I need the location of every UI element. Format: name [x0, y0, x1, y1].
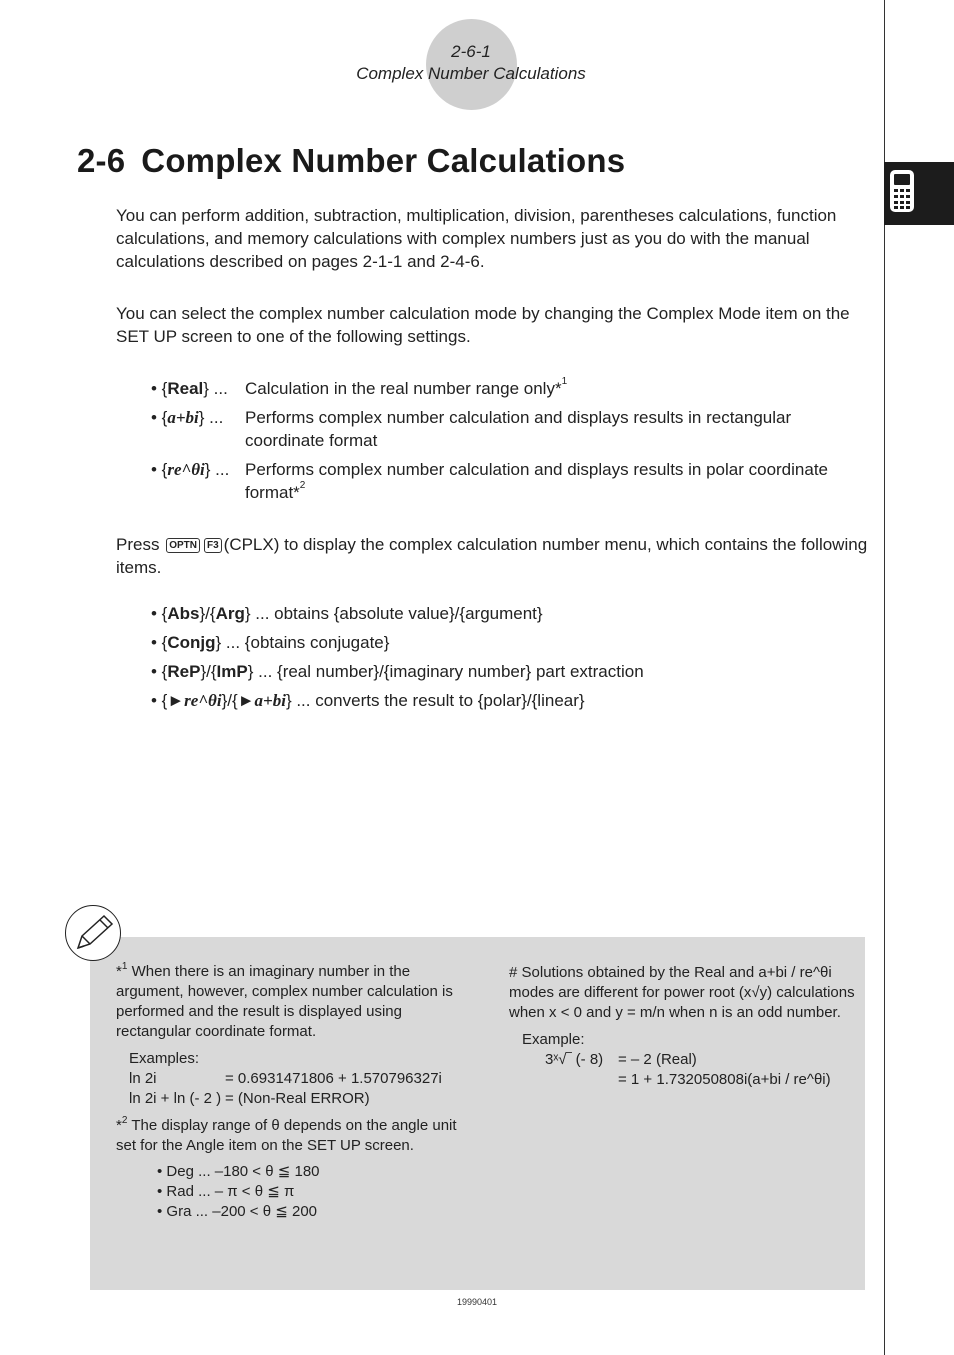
- mode-desc: Performs complex number calculation and displays results in polar coordinate format*: [245, 460, 829, 502]
- mode-key-polar: re^θi: [167, 460, 205, 479]
- section-title: Complex Number Calculations: [141, 142, 626, 179]
- mode-paragraph: You can select the complex number calculation mode by changing the Complex Mode item on the SET UP screen to one of the following settings.: [116, 304, 850, 346]
- menu-key-imp: ImP: [216, 662, 248, 681]
- list-item: • {Abs}/{Arg} ... obtains {absolute value}/{argument}: [151, 604, 543, 623]
- angle-range-list: [116, 1162, 461, 1222]
- press-paragraph: Press OPTN F3 (CPLX) to display the complex calculation number menu, which contains the following items.: [116, 535, 868, 577]
- pencil-icon: [65, 905, 121, 961]
- list-item: • {ReP}/{ImP} ... {real number}/{imaginary number} part extraction: [151, 662, 644, 681]
- notes-left-column: [116, 962, 461, 1222]
- list-item: • {re^θi} ... Performs complex number calculation and displays results in polar coordinate format*$^2$: [151, 460, 829, 502]
- menu-key-conjg: Conjg: [167, 633, 216, 652]
- menu-key-arg: Arg: [215, 604, 245, 623]
- power-root-example: Example: 3ˣ√‾ (- 8) = – 2 (Real) = 1 + 1.732050808i(a+bi / re^θi): [522, 1031, 831, 1088]
- mode-list: [151, 377, 871, 510]
- intro-paragraph: You can perform addition, subtraction, multiplication, division, parentheses calculations, function calculations, and memory calculations with complex numbers just as you do with the manual calculations described on pages 2-1-1 and 2-4-6.: [116, 206, 837, 271]
- list-item: • {a+bi} ... Performs complex number calculation and displays results in rectangular coordinate format: [151, 406, 871, 452]
- print-code: 19990401: [456, 1297, 498, 1307]
- examples-block: Examples: ln 2i = 0.6931471806 + 1.570796327i ln 2i + ln (- 2 ) = (Non-Real ERROR): [129, 1050, 442, 1107]
- list-item: • Deg ... –180 < θ ≦ 180: [157, 1163, 320, 1180]
- list-item: • {Conjg} ... {obtains conjugate}: [151, 633, 390, 652]
- mode-desc: Performs complex number calculation and displays results in rectangular coordinate format: [245, 408, 792, 450]
- f3-key: F3: [204, 538, 222, 553]
- mode-desc: Calculation in the real number range only*: [245, 379, 562, 398]
- section-number: 2-6: [77, 142, 126, 179]
- section-header-title: Complex Number Calculations: [356, 64, 586, 83]
- calculator-icon: [889, 169, 915, 213]
- list-item: • {►re^θi}/{►a+bi} ... converts the result to {polar}/{linear}: [151, 691, 585, 710]
- footnote-ref: 1: [561, 376, 568, 387]
- mode-key-rect: a+bi: [167, 408, 199, 427]
- footnote-2: *$^2$ The display range of θ depends on the angle unit set for the Angle item on the SET UP screen.: [116, 1115, 457, 1154]
- list-item: • Gra ... –200 < θ ≦ 200: [157, 1203, 317, 1220]
- optn-key: OPTN: [166, 538, 200, 553]
- footnote-1: *$^1$ When there is an imaginary number in the argument, however, complex number calculation is performed and the result is displayed using rectangular coordinate format.: [116, 961, 453, 1040]
- page-number: 2-6-1: [451, 42, 491, 61]
- footnote-ref: 2: [299, 480, 306, 491]
- mode-key-real: Real: [167, 379, 204, 398]
- list-item: • Rad ... – π < θ ≦ π: [157, 1183, 295, 1200]
- menu-key-rep: ReP: [167, 662, 201, 681]
- page-title: [77, 142, 625, 180]
- hash-note: # Solutions obtained by the Real and a+bi / re^θi modes are different for power root (x√y) calculations when x < 0 and y = m/n when n is an odd number.: [509, 964, 855, 1021]
- menu-key-abs: Abs: [167, 604, 200, 623]
- menu-key-to-linear: ►a+bi: [237, 691, 286, 710]
- notes-right-column: [509, 963, 859, 1090]
- menu-key-to-polar: ►re^θi: [167, 691, 222, 710]
- list-item: • {Real} ... Calculation in the real number range only*$^1$: [151, 376, 568, 398]
- menu-list: [151, 602, 871, 718]
